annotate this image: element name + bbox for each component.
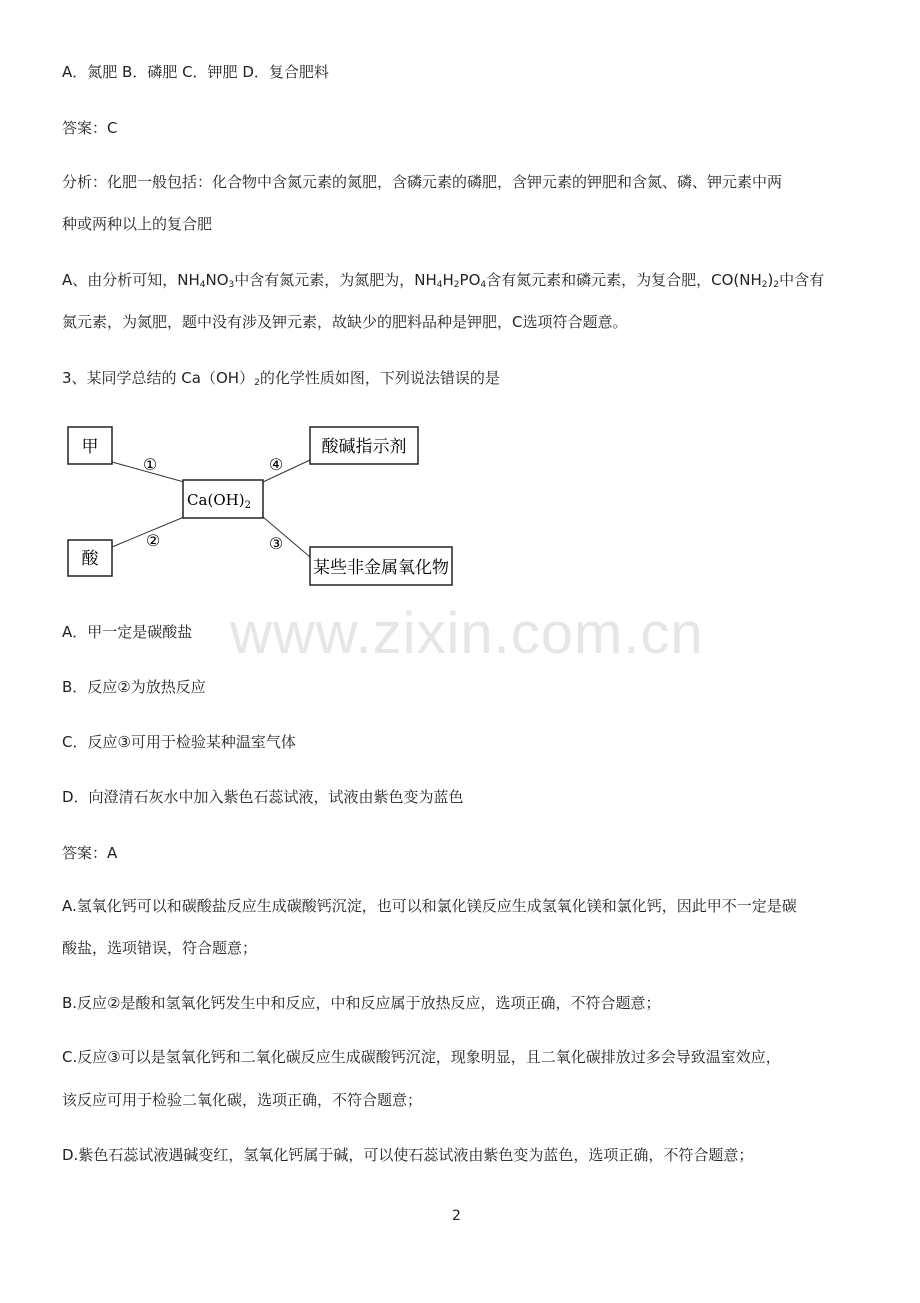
reaction-3-label: ③ (268, 534, 284, 553)
explain-c-line-2: 该反应可用于检验二氧化碳，选项正确，不符合题意； (62, 1091, 423, 1109)
analysis-a-line-2: 氮元素，为氮肥，题中没有涉及钾元素，故缺少的肥料品种是钾肥，C选项符合题意。 (62, 313, 628, 331)
option-b: B．反应②为放热反应 (62, 678, 206, 696)
analysis-line-2: 种或两种以上的复合肥 (62, 215, 213, 233)
explain-a-line-2: 酸盐，选项错误，符合题意； (62, 939, 258, 957)
suan-label: 酸 (81, 549, 99, 569)
option-a: A．甲一定是碳酸盐 (62, 623, 193, 641)
caoh2-diagram (60, 420, 460, 592)
explain-b: B.反应②是酸和氢氧化钙发生中和反应，中和反应属于放热反应，选项正确，不符合题意； (62, 994, 661, 1012)
option-c: C．反应③可用于检验某种温室气体 (62, 733, 296, 751)
option-d: D．向澄清石灰水中加入紫色石蕊试液，试液由紫色变为蓝色 (62, 788, 464, 806)
reaction-4-label: ④ (268, 455, 284, 474)
answer-line: 答案：C (62, 119, 118, 137)
caoh2-label: $Ca(OH)_2$ (187, 491, 251, 511)
page-number: 2 (452, 1208, 461, 1224)
answer-line-2: 答案：A (62, 844, 118, 862)
watermark: www.zixin.com.cn (230, 601, 704, 666)
jia-label: 甲 (81, 437, 99, 457)
explain-d: D.紫色石蕊试液遇碱变红，氢氧化钙属于碱，可以使石蕊试液由紫色变为蓝色，选项正确，不符合题意； (62, 1146, 754, 1164)
explain-c-line-1: C.反应③可以是氢氧化钙和二氧化碳反应生成碳酸钙沉淀，现象明显，且二氧化碳排放过多会导致温室效应， (62, 1048, 781, 1066)
explain-a-line-1: A.氢氧化钙可以和碳酸盐反应生成碳酸钙沉淀，也可以和氯化镁反应生成氢氧化镁和氯化钙，因此甲不一定是碳 (62, 897, 797, 915)
analysis-line-1: 分析：化肥一般包括：化合物中含氮元素的氮肥，含磷元素的磷肥，含钾元素的钾肥和含氮、磷、钾元素中两 (62, 173, 783, 191)
options-line: A．氮肥 B．磷肥 C．钾肥 D．复合肥料 (62, 63, 329, 81)
reaction-1-label: ① (142, 455, 158, 474)
reaction-2-label: ② (145, 531, 161, 550)
analysis-a-line-1: A、由分析可知，$NH_4NO_3$中含有氮元素，为氮肥为，$NH_4H_2PO_4$含有氮元素和磷元素，为复合肥，$CO(NH_2)_2$中含有 (62, 271, 825, 290)
indicator-label: 酸碱指示剂 (321, 437, 407, 457)
question-3: 3、某同学总结的 $Ca(OH)_2$的化学性质如图，下列说法错误的是 (62, 369, 500, 388)
oxide-label: 某些非金属氧化物 (313, 558, 449, 578)
